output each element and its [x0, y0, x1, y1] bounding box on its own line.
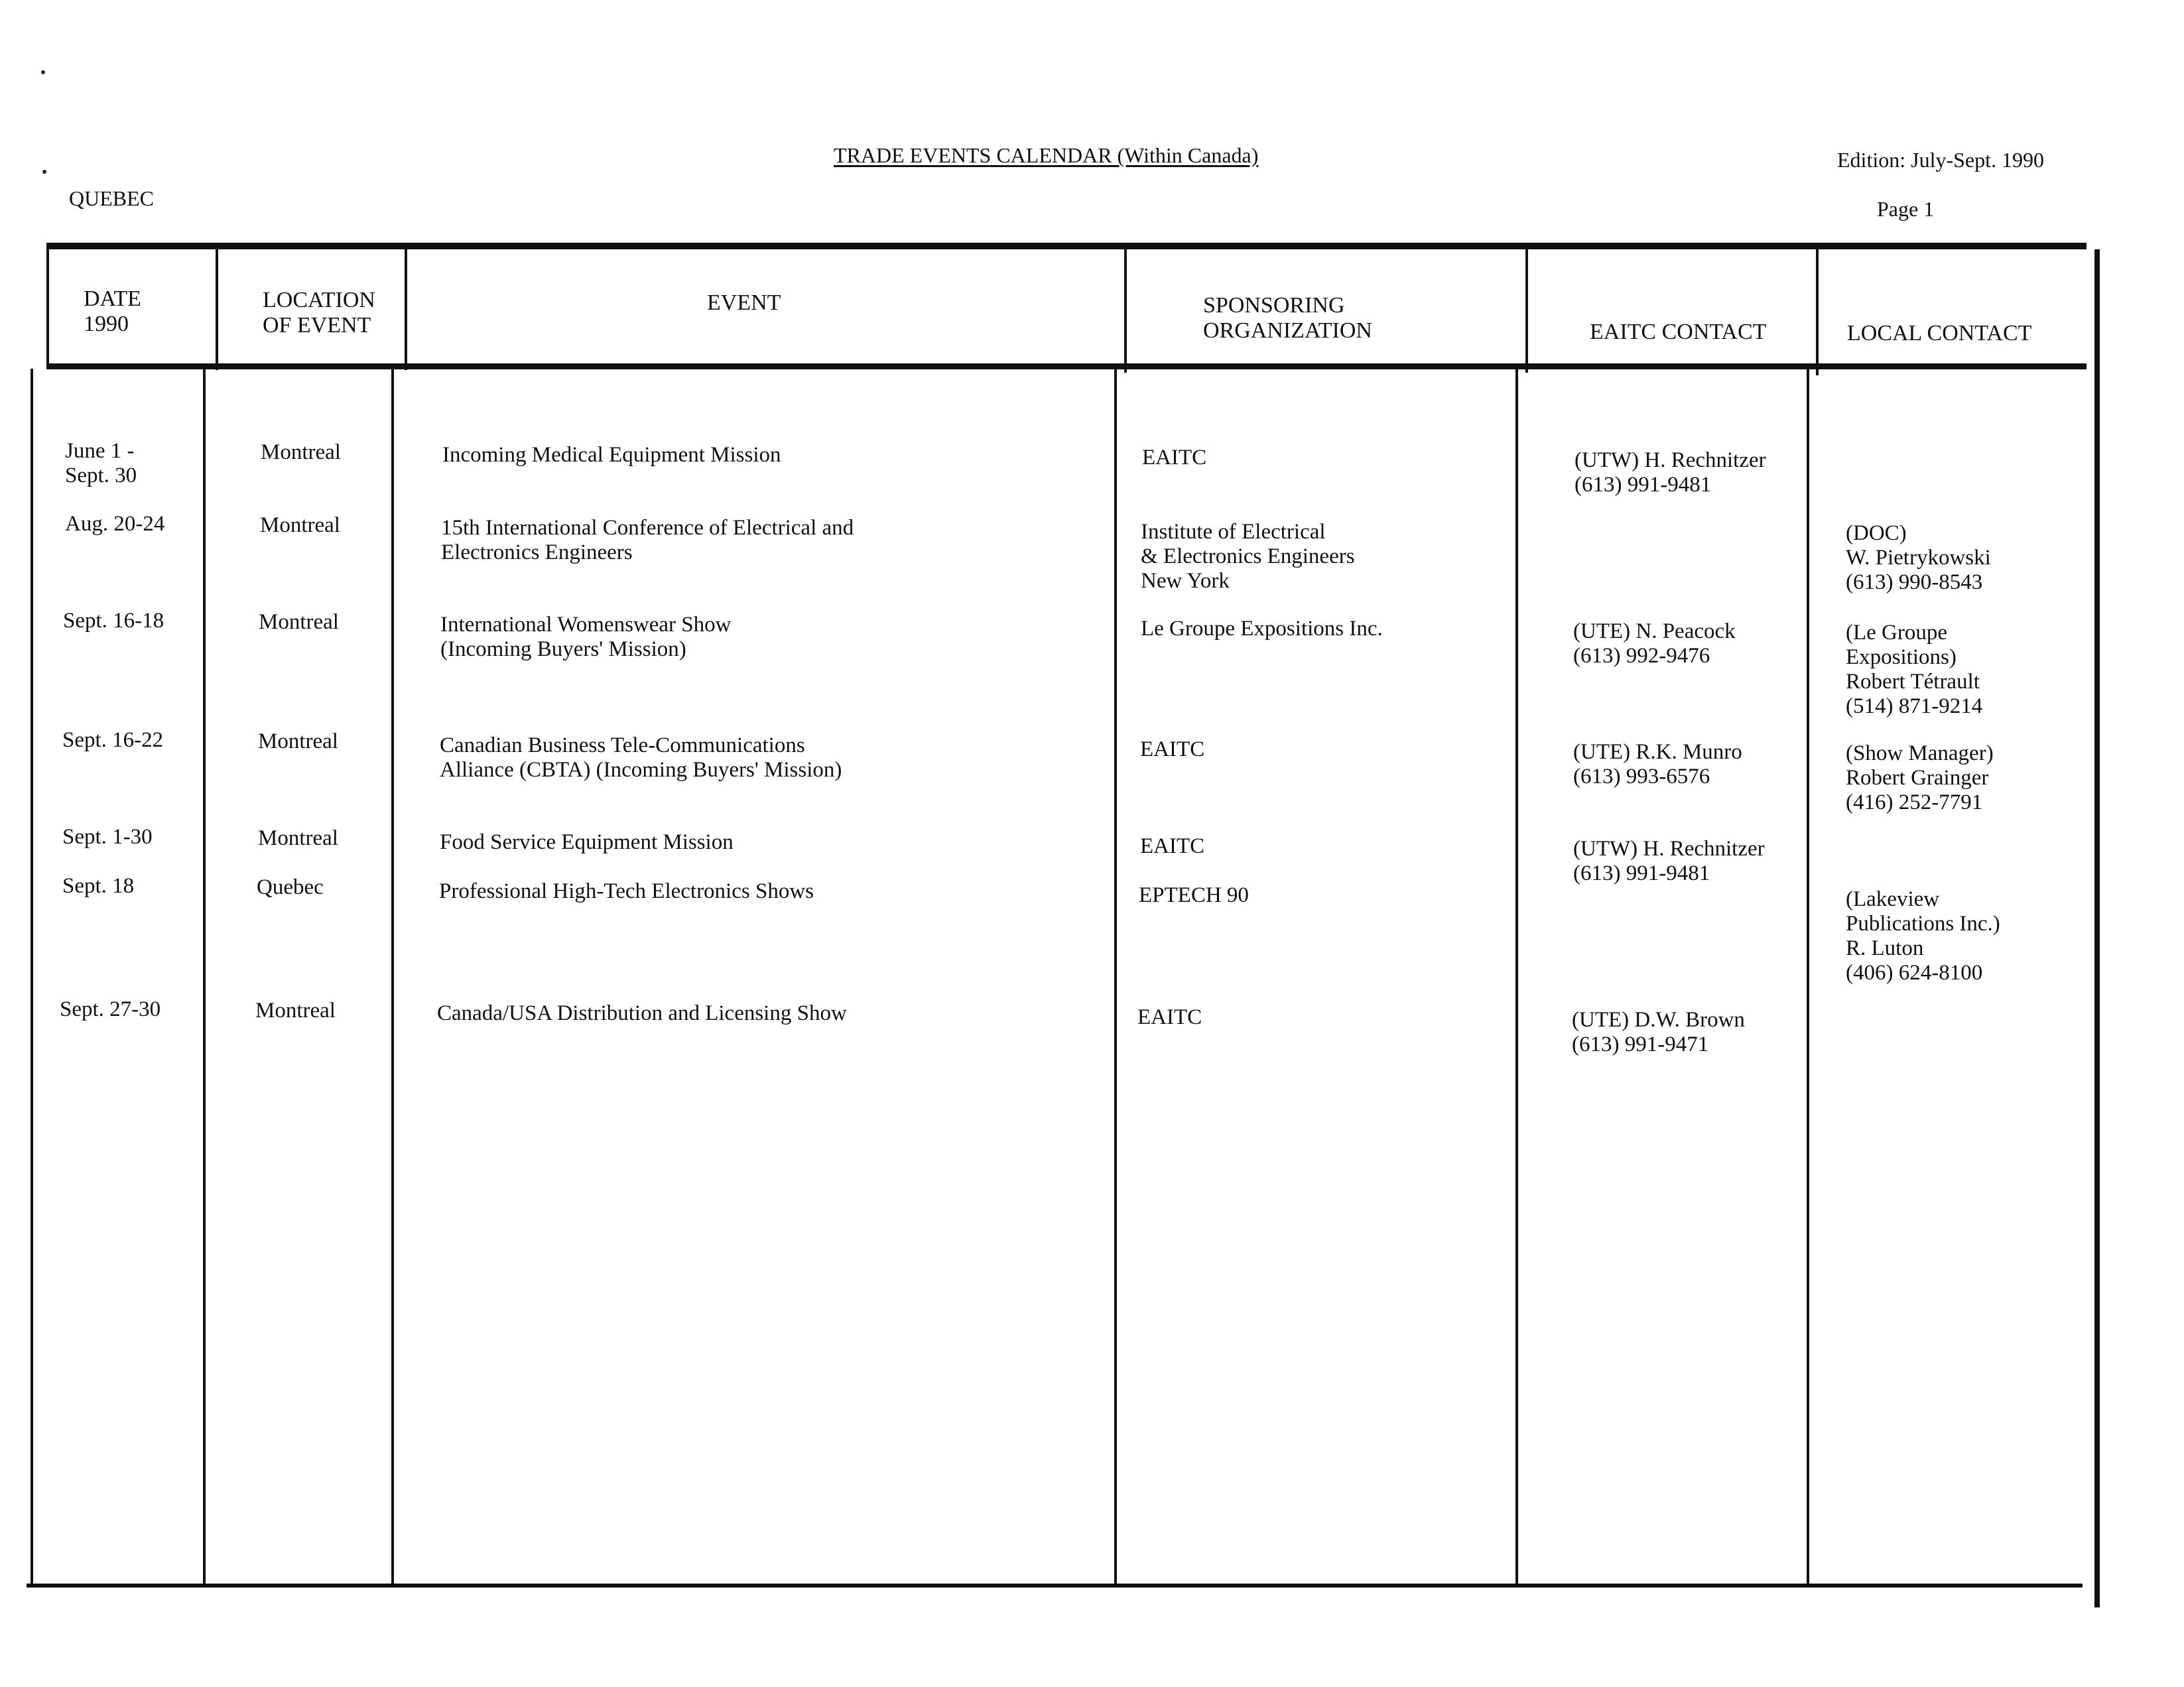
table-left-border: [31, 369, 33, 1585]
table-top-rule: [46, 243, 2087, 249]
column-divider: [1114, 369, 1117, 1585]
table-row-location: Montreal: [259, 610, 339, 634]
column-divider: [405, 244, 407, 370]
column-divider: [1525, 247, 1528, 373]
table-row-sponsor: EAITC: [1140, 737, 1205, 761]
table-row-local-contact: (DOC) W. Pietrykowski (613) 990-8543: [1846, 521, 1991, 594]
table-left-border: [46, 243, 49, 369]
table-row-date: Sept. 27-30: [60, 997, 161, 1021]
table-row-location: Montreal: [258, 729, 338, 753]
column-header-local-contact: LOCAL CONTACT: [1847, 321, 2032, 345]
region-label: QUEBEC: [69, 186, 154, 210]
column-header-date: DATE 1990: [84, 286, 141, 336]
page-number: Page 1: [1877, 197, 1935, 221]
table-row-event: Professional High-Tech Electronics Shows: [439, 879, 814, 903]
scan-speck: [42, 170, 46, 174]
edition-label: Edition: July-Sept. 1990: [1837, 148, 2044, 172]
table-row-event: Incoming Medical Equipment Mission: [442, 443, 781, 467]
table-row-date: Sept. 16-22: [62, 728, 164, 752]
table-row-date: Sept. 18: [62, 874, 135, 898]
header-bottom-rule: [46, 363, 2087, 369]
column-divider: [1124, 247, 1127, 373]
column-header-eaitc-contact: EAITC CONTACT: [1590, 320, 1767, 344]
table-row-event: Canada/USA Distribution and Licensing Show: [437, 1001, 847, 1025]
column-divider: [1807, 369, 1809, 1585]
table-row-eaitc-contact: (UTE) R.K. Munro (613) 993-6576: [1573, 740, 1742, 788]
column-divider: [1515, 369, 1518, 1585]
table-row-location: Quebec: [257, 875, 324, 899]
table-row-event: 15th International Conference of Electrical and Electronics Engineers: [441, 516, 854, 564]
table-row-sponsor: Le Groupe Expositions Inc.: [1141, 617, 1383, 641]
table-bottom-rule: [27, 1584, 2083, 1588]
table-row-eaitc-contact: (UTE) N. Peacock (613) 992-9476: [1573, 619, 1736, 668]
table-row-date: Aug. 20-24: [65, 512, 165, 536]
table-row-eaitc-contact: (UTE) D.W. Brown (613) 991-9471: [1572, 1008, 1745, 1056]
table-row-event: International Womenswear Show (Incoming Buyers' Mission): [440, 613, 732, 661]
table-row-local-contact: (Lakeview Publications Inc.) R. Luton (406) 624-8100: [1846, 887, 2000, 985]
column-divider: [391, 369, 394, 1585]
table-row-date: June 1 - Sept. 30: [65, 439, 137, 487]
column-header-sponsor: SPONSORING ORGANIZATION: [1203, 293, 1372, 343]
table-row-local-contact: (Le Groupe Expositions) Robert Tétrault (514) 871-9214: [1846, 621, 1983, 718]
table-row-sponsor: EAITC: [1140, 834, 1205, 858]
table-row-sponsor: EAITC: [1137, 1005, 1202, 1029]
table-row-date: Sept. 1-30: [62, 825, 153, 849]
table-row-location: Montreal: [260, 513, 340, 537]
table-row-local-contact: (Show Manager) Robert Grainger (416) 252-7791: [1846, 741, 1994, 814]
column-header-location: LOCATION OF EVENT: [263, 288, 375, 338]
column-divider: [1816, 249, 1819, 375]
table-row-location: Montreal: [255, 999, 336, 1023]
table-row-location: Montreal: [258, 826, 338, 850]
table-row-event: Canadian Business Tele-Communications Alliance (CBTA) (Incoming Buyers' Mission): [440, 733, 842, 782]
table-row-location: Montreal: [261, 440, 341, 464]
table-row-eaitc-contact: (UTW) H. Rechnitzer (613) 991-9481: [1574, 448, 1766, 497]
column-divider: [203, 369, 206, 1585]
table-row-eaitc-contact: (UTW) H. Rechnitzer (613) 991-9481: [1573, 837, 1765, 885]
scan-speck: [41, 70, 45, 74]
table-row-date: Sept. 16-18: [63, 609, 164, 633]
table-right-border: [2094, 249, 2100, 1607]
table-row-event: Food Service Equipment Mission: [440, 830, 734, 854]
column-divider: [216, 244, 218, 370]
page-title: TRADE EVENTS CALENDAR (Within Canada): [834, 143, 1259, 167]
table-row-sponsor: EAITC: [1142, 446, 1207, 469]
column-header-event: EVENT: [707, 290, 781, 315]
table-row-sponsor: EPTECH 90: [1139, 883, 1249, 907]
table-row-sponsor: Institute of Electrical & Electronics Engineers New York: [1141, 520, 1355, 593]
